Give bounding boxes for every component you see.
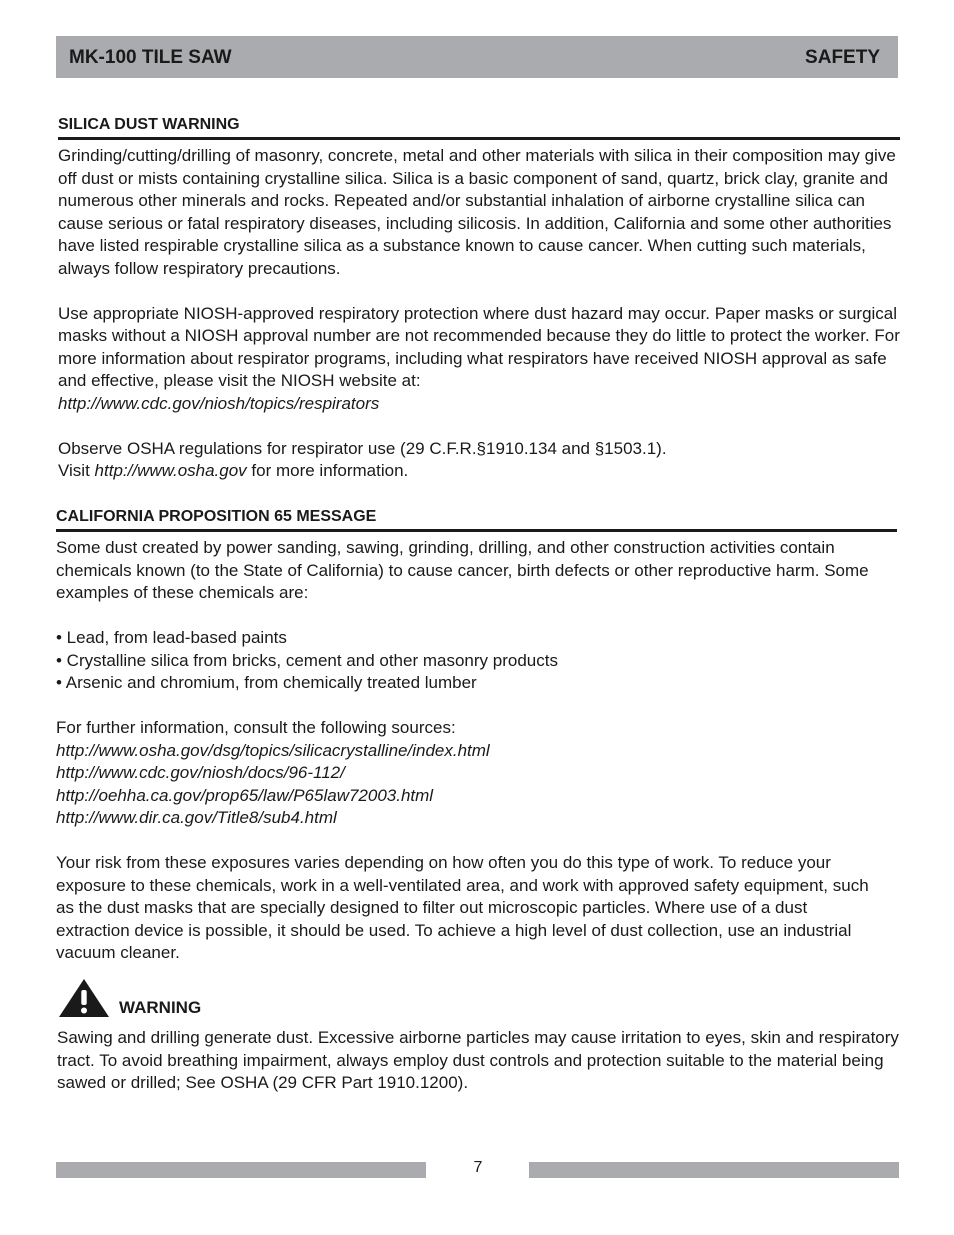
section-title: SAFETY [805,47,880,68]
osha-visit-line [58,460,908,483]
prop65-body [56,537,906,965]
niosh-link[interactable]: http://www.cdc.gov/niosh/topics/respirators [58,393,380,413]
source-link[interactable]: http://www.cdc.gov/niosh/docs/96-112/ [56,763,345,782]
risk-paragraph: Your risk from these exposures varies depending on how often you do this type of work. To reduce your exposure to these chemicals, work in a well-ventilated area, and work with approved safety equipment, such as the dust masks that are specially designed to filter out microscopic particles. Where use of a dust extraction device is possible, it should be used. To achieve a high level of dust collection, use an industrial vacuum cleaner. [56,853,869,962]
source-link[interactable]: http://www.osha.gov/dsg/topics/silicacrystalline/index.html [56,740,490,760]
page-number: 7 [473,1159,483,1176]
footer-bar-right [529,1162,899,1178]
source-link[interactable]: http://www.dir.ca.gov/Title8/sub4.html [56,808,337,827]
prop65-intro: Some dust created by power sanding, sawing, grinding, drilling, and other construction activities contain chemicals known (to the State of California) to cause cancer, birth defects or other reproductive harm. Some examples of these chemicals are: [56,538,869,602]
silica-body [58,145,908,483]
header-bar [56,36,898,78]
warning-triangle-icon [58,978,110,1018]
visit-suffix: for more information. [246,461,409,480]
silica-paragraph-1: Grinding/cutting/drilling of masonry, concrete, metal and other materials with silica in their composition may give off dust or mists containing crystalline silica. Silica is a basic component of sand, quartz, brick clay, granite and numerous other minerals and rocks. Repeated and/or substantial inhalation of airborne crystalline silica can cause serious or fatal respiratory diseases, including silicosis. In addition, California and some other authorities have listed respirable crystalline silica as a substance known to cause cancer. When cutting such materials, always follow respiratory precautions. [58,146,896,278]
osha-regulation-line: Observe OSHA regulations for respirator use (29 C.F.R.§1910.134 and §1503.1). [58,438,667,458]
source-link[interactable]: http://oehha.ca.gov/prop65/law/P65law72003.html [56,785,434,805]
warning-body [57,1027,899,1095]
silica-paragraph-2: Use appropriate NIOSH-approved respiratory protection where dust hazard may occur. Paper masks or surgical masks without a NIOSH approval number are not recommended because they do little to protect the worker. For more information about respirator programs, including what respirators have received NIOSH approval as safe and effective, please visit the NIOSH website at: [58,303,900,390]
footer-bar-left [56,1162,426,1178]
visit-prefix: Visit [58,461,95,480]
list-item: • Arsenic and chromium, from chemically treated lumber [56,673,477,692]
sources-intro: For further information, consult the following sources: [56,718,456,737]
prop65-heading: CALIFORNIA PROPOSITION 65 MESSAGE [56,508,897,532]
osha-link[interactable]: http://www.osha.gov [94,461,247,480]
manual-title: MK-100 TILE SAW [69,47,232,68]
silica-heading: SILICA DUST WARNING [58,116,900,140]
warning-text: Sawing and drilling generate dust. Excessive airborne particles may cause irritation to eyes, skin and respiratory tract. To avoid breathing impairment, always employ dust controls and protection suitable to the material being sawed or drilled; See OSHA (29 CFR Part 1910.1200). [57,1028,899,1092]
list-item: • Lead, from lead-based paints [56,628,287,647]
list-item: • Crystalline silica from bricks, cement and other masonry products [56,650,558,670]
warning-title: WARNING [119,998,202,1017]
